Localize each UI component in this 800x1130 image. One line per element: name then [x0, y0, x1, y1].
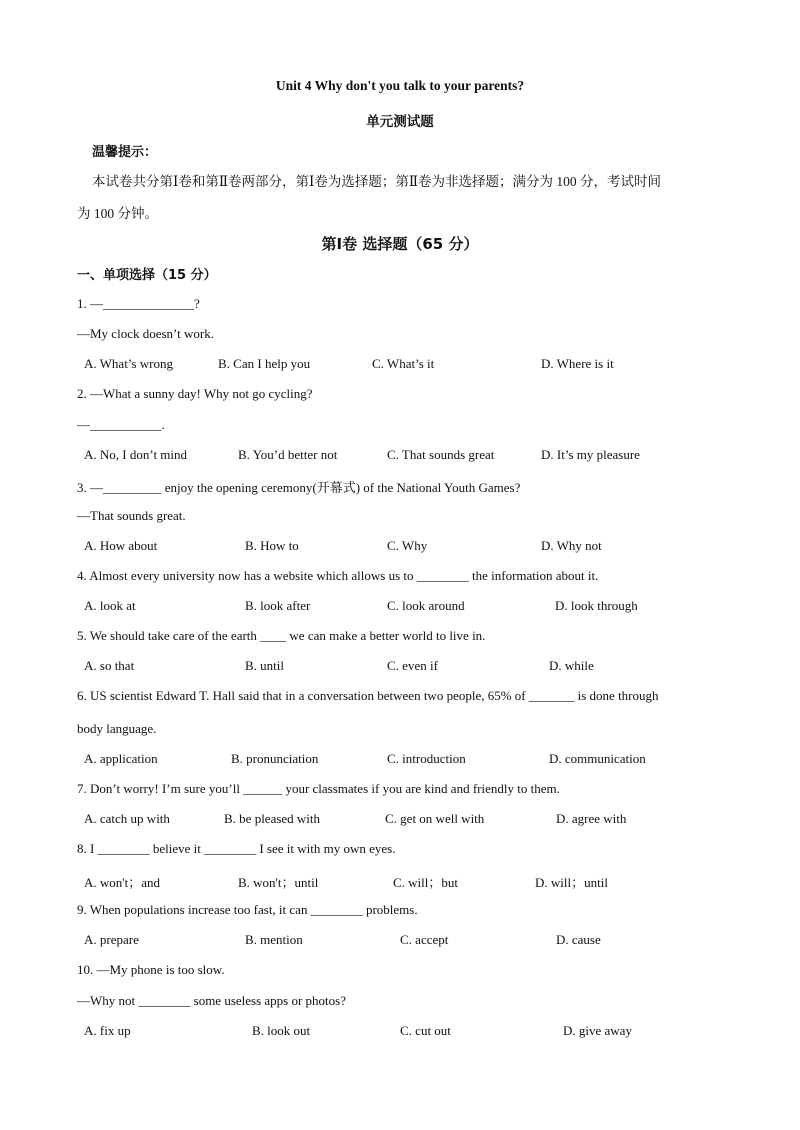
tip-text-line-2: 为 100 分钟。	[77, 206, 158, 221]
question-8-option-c: C. will；but	[393, 875, 459, 890]
question-4-stem: 4. Almost every university now has a website which allows us to ________ the information about it.	[77, 568, 599, 583]
question-3-stem: 3. —_________ enjoy the opening ceremony(开幕式) of the National Youth Games?	[77, 480, 521, 495]
question-1-option-c: C. What’s it	[372, 356, 435, 371]
question-9-stem: 9. When populations increase too fast, it can ________ problems.	[77, 902, 418, 917]
question-3-option-d: D. Why not	[541, 538, 602, 553]
question-6-stem-line-2: body language.	[77, 721, 157, 736]
question-7-stem: 7. Don’t worry! I’m sure you’ll ______ your classmates if you are kind and friendly to them.	[77, 781, 560, 796]
question-6-stem: 6. US scientist Edward T. Hall said that in a conversation between two people, 65% of _______ is done through	[77, 688, 659, 703]
question-10-option-d: D. give away	[563, 1023, 632, 1038]
question-9-option-b: B. mention	[245, 932, 303, 947]
question-5-option-a: A. so that	[84, 658, 135, 673]
question-3-option-b: B. How to	[245, 538, 299, 553]
question-10-option-b: B. look out	[252, 1023, 311, 1038]
part-one-heading: 第Ⅰ卷 选择题（65 分）	[321, 235, 479, 253]
question-5-stem: 5. We should take care of the earth ____ we can make a better world to live in.	[77, 628, 486, 643]
question-1-stem: 1. —______________?	[77, 296, 200, 311]
question-6-option-c: C. introduction	[387, 751, 466, 766]
question-10-option-c: C. cut out	[400, 1023, 451, 1038]
page-subtitle: 单元测试题	[366, 114, 434, 130]
question-4-option-b: B. look after	[245, 598, 311, 613]
question-4-option-c: C. look around	[387, 598, 465, 613]
question-7-option-d: D. agree with	[556, 811, 627, 826]
question-9-option-c: C. accept	[400, 932, 449, 947]
question-7-option-b: B. be pleased with	[224, 811, 321, 826]
page-title: Unit 4 Why don't you talk to your parents?	[275, 78, 525, 93]
question-10-stem: 10. —My phone is too slow.	[77, 962, 225, 977]
section-heading: 一、单项选择（15 分）	[77, 268, 217, 283]
question-8-option-b: B. won't；until	[238, 875, 319, 890]
question-2-option-b: B. You’d better not	[238, 447, 338, 462]
question-3-stem-line-2: —That sounds great.	[77, 508, 186, 523]
question-10-stem-line-2: —Why not ________ some useless apps or photos?	[77, 993, 347, 1008]
question-2-option-a: A. No, I don’t mind	[84, 447, 188, 462]
question-7-option-c: C. get on well with	[385, 811, 485, 826]
question-2-stem: 2. —What a sunny day! Why not go cycling?	[77, 386, 313, 401]
question-5-option-c: C. even if	[387, 658, 438, 673]
question-1-option-b: B. Can I help you	[218, 356, 311, 371]
question-9-option-a: A. prepare	[84, 932, 139, 947]
question-8-option-a: A. won't；and	[84, 875, 161, 890]
question-2-option-c: C. That sounds great	[387, 447, 495, 462]
question-7-option-a: A. catch up with	[84, 811, 170, 826]
question-6-option-b: B. pronunciation	[231, 751, 319, 766]
question-3-option-c: C. Why	[387, 538, 428, 553]
tip-label: 温馨提示：	[92, 145, 158, 160]
question-4-option-d: D. look through	[555, 598, 638, 613]
question-6-option-a: A. application	[84, 751, 158, 766]
question-1-option-a: A. What’s wrong	[84, 356, 173, 371]
question-6-option-d: D. communication	[549, 751, 646, 766]
question-8-option-d: D. will；until	[535, 875, 608, 890]
question-3-option-a: A. How about	[84, 538, 158, 553]
question-1-option-d: D. Where is it	[541, 356, 614, 371]
question-9-option-d: D. cause	[556, 932, 601, 947]
tip-text-line-1: 本试卷共分第Ⅰ卷和第Ⅱ卷两部分，第Ⅰ卷为选择题；第Ⅱ卷为非选择题；满分为 100 分，考试时间	[92, 174, 662, 189]
question-8-stem: 8. I ________ believe it ________ I see it with my own eyes.	[77, 841, 396, 856]
question-1-stem-line-2: —My clock doesn’t work.	[77, 326, 214, 341]
question-10-option-a: A. fix up	[84, 1023, 131, 1038]
question-2-option-d: D. It’s my pleasure	[541, 447, 640, 462]
question-2-stem-line-2: —___________.	[77, 417, 165, 432]
question-5-option-d: D. while	[549, 658, 594, 673]
question-4-option-a: A. look at	[84, 598, 136, 613]
question-5-option-b: B. until	[245, 658, 285, 673]
